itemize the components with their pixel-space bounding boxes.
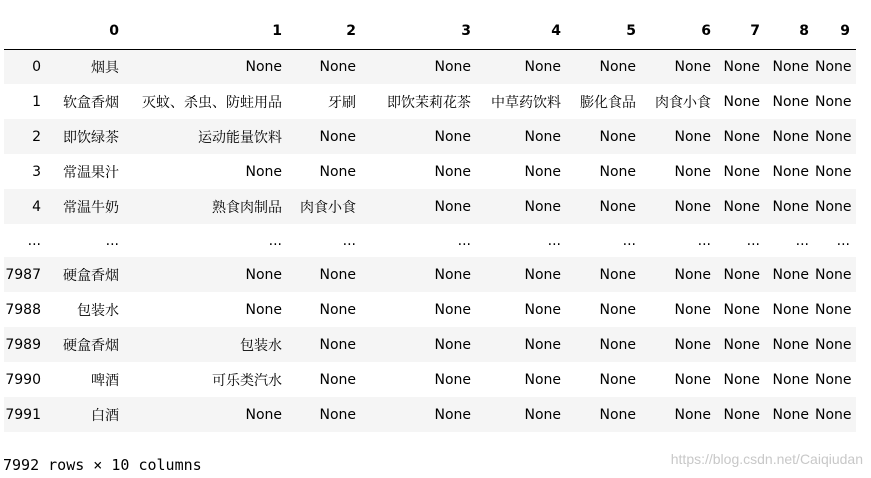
table-cell: None <box>434 371 471 388</box>
table-header <box>4 14 856 49</box>
row-index: 4 <box>32 198 41 215</box>
table-cell: ... <box>697 232 711 249</box>
table-row <box>4 327 856 362</box>
table-cell: ... <box>795 232 809 249</box>
table-row <box>4 292 856 327</box>
column-header: 3 <box>362 14 477 49</box>
table-cell: 白酒 <box>91 407 119 424</box>
table-cell: None <box>319 266 356 283</box>
table-cell: 膨化食品 <box>580 94 636 111</box>
table-cell: 牙刷 <box>328 94 356 111</box>
row-index: 0 <box>32 58 41 75</box>
shape-summary: 7992 rows × 10 columns <box>3 456 202 474</box>
table-cell: ... <box>457 232 471 249</box>
table-cell: None <box>772 128 809 145</box>
column-header: 9 <box>815 14 856 49</box>
row-index: ... <box>27 232 41 249</box>
table-cell: None <box>815 406 852 423</box>
table-row <box>4 189 856 224</box>
table-cell: None <box>434 198 471 215</box>
table-cell: None <box>723 406 760 423</box>
table-cell: None <box>245 406 282 423</box>
table-cell: ... <box>268 232 282 249</box>
table-cell: None <box>245 58 282 75</box>
table-cell: None <box>524 58 561 75</box>
table-cell: 可乐类汽水 <box>212 372 282 389</box>
table-cell: None <box>674 128 711 145</box>
table-cell: 肉食小食 <box>655 94 711 111</box>
table-cell: None <box>674 58 711 75</box>
table-cell: None <box>599 266 636 283</box>
table-cell: 灭蚊、杀虫、防蛀用品 <box>142 94 282 111</box>
table-cell: 硬盒香烟 <box>63 337 119 354</box>
table-cell: None <box>599 301 636 318</box>
table-cell: 熟食肉制品 <box>212 199 282 216</box>
table-cell: None <box>524 163 561 180</box>
table-cell: None <box>815 301 852 318</box>
table-cell: None <box>319 58 356 75</box>
table-cell: None <box>815 128 852 145</box>
row-index: 1 <box>32 93 41 110</box>
column-header: 5 <box>567 14 642 49</box>
table-cell: 运动能量饮料 <box>198 129 282 146</box>
table-row <box>4 49 856 84</box>
table-cell: None <box>524 128 561 145</box>
column-header: 2 <box>288 14 362 49</box>
table-cell: None <box>434 301 471 318</box>
table-cell: None <box>772 58 809 75</box>
table-cell: ... <box>622 232 636 249</box>
column-header: 0 <box>47 14 125 49</box>
table-cell: None <box>319 406 356 423</box>
table-cell: None <box>723 301 760 318</box>
table-cell: None <box>674 371 711 388</box>
table-cell: None <box>674 266 711 283</box>
table-cell: None <box>524 266 561 283</box>
table-cell: 烟具 <box>91 59 119 76</box>
row-index: 7990 <box>5 371 41 388</box>
table-cell: None <box>772 336 809 353</box>
table-cell: None <box>772 266 809 283</box>
table-cell: None <box>815 266 852 283</box>
table-cell: ... <box>105 232 119 249</box>
table-cell: None <box>674 198 711 215</box>
table-cell: None <box>815 336 852 353</box>
table-cell: None <box>674 163 711 180</box>
table-cell: None <box>723 336 760 353</box>
table-cell: None <box>599 336 636 353</box>
table-cell: None <box>723 198 760 215</box>
table-cell: None <box>815 371 852 388</box>
table-cell: None <box>815 198 852 215</box>
row-index: 3 <box>32 163 41 180</box>
table-row <box>4 362 856 397</box>
table-cell: None <box>674 336 711 353</box>
table-cell: None <box>434 128 471 145</box>
table-cell: None <box>723 371 760 388</box>
table-cell: None <box>434 58 471 75</box>
table-body <box>4 49 856 432</box>
table-cell: None <box>723 266 760 283</box>
header-row <box>4 14 856 49</box>
table-cell: 包装水 <box>77 302 119 319</box>
table-cell: None <box>599 406 636 423</box>
column-header: 6 <box>642 14 717 49</box>
table-cell: None <box>245 163 282 180</box>
table-cell: None <box>434 163 471 180</box>
table-row <box>4 397 856 432</box>
table-cell: 硬盒香烟 <box>63 267 119 284</box>
table-row <box>4 84 856 119</box>
table-cell: None <box>723 58 760 75</box>
table-cell: None <box>815 163 852 180</box>
table-cell: None <box>524 406 561 423</box>
table-cell: None <box>674 301 711 318</box>
table-cell: 即饮茉莉花茶 <box>387 94 471 111</box>
table-cell: None <box>319 163 356 180</box>
table-cell: None <box>599 128 636 145</box>
table-cell: None <box>434 266 471 283</box>
index-header <box>4 14 47 49</box>
table-cell: None <box>723 128 760 145</box>
table-cell: None <box>599 58 636 75</box>
column-header: 1 <box>125 14 288 49</box>
table-cell: ... <box>547 232 561 249</box>
table-cell: 啤酒 <box>91 372 119 389</box>
row-index: 2 <box>32 128 41 145</box>
table-cell: None <box>319 128 356 145</box>
watermark: https://blog.csdn.net/Caiqiudan <box>670 451 863 467</box>
table-row <box>4 119 856 154</box>
table-cell: None <box>674 406 711 423</box>
row-index: 7988 <box>5 301 41 318</box>
table-cell: None <box>815 93 852 110</box>
table-cell: 常温果汁 <box>63 164 119 181</box>
table-cell: None <box>772 301 809 318</box>
table-cell: None <box>524 301 561 318</box>
table-cell: None <box>772 406 809 423</box>
row-index: 7991 <box>5 406 41 423</box>
table-cell: None <box>599 163 636 180</box>
table-cell: None <box>245 266 282 283</box>
table-cell: None <box>772 163 809 180</box>
column-header: 8 <box>766 14 815 49</box>
table-cell: None <box>434 336 471 353</box>
table-cell: None <box>772 371 809 388</box>
table-cell: 肉食小食 <box>300 199 356 216</box>
table-cell: None <box>524 198 561 215</box>
table-cell: None <box>245 301 282 318</box>
table-cell: None <box>599 198 636 215</box>
table-cell: 包装水 <box>240 337 282 354</box>
table-row <box>4 224 856 257</box>
table-cell: None <box>599 371 636 388</box>
table-cell: 即饮绿茶 <box>63 129 119 146</box>
table-row <box>4 154 856 189</box>
table-cell: ... <box>836 232 850 249</box>
column-header: 7 <box>717 14 766 49</box>
table-cell: None <box>723 163 760 180</box>
table-cell: None <box>319 301 356 318</box>
table-cell: ... <box>342 232 356 249</box>
dataframe-table <box>4 14 856 432</box>
table-cell: None <box>772 93 809 110</box>
row-index: 7989 <box>5 336 41 353</box>
table-cell: None <box>815 58 852 75</box>
table-cell: None <box>319 371 356 388</box>
table-cell: 常温牛奶 <box>63 199 119 216</box>
table-cell: 软盒香烟 <box>63 94 119 111</box>
table-cell: None <box>434 406 471 423</box>
table-cell: None <box>723 93 760 110</box>
table-cell: ... <box>746 232 760 249</box>
table-cell: None <box>524 336 561 353</box>
table-cell: None <box>319 336 356 353</box>
table-cell: 中草药饮料 <box>491 94 561 111</box>
column-header: 4 <box>477 14 567 49</box>
table-cell: None <box>772 198 809 215</box>
table-row <box>4 257 856 292</box>
table-cell: None <box>524 371 561 388</box>
row-index: 7987 <box>5 266 41 283</box>
